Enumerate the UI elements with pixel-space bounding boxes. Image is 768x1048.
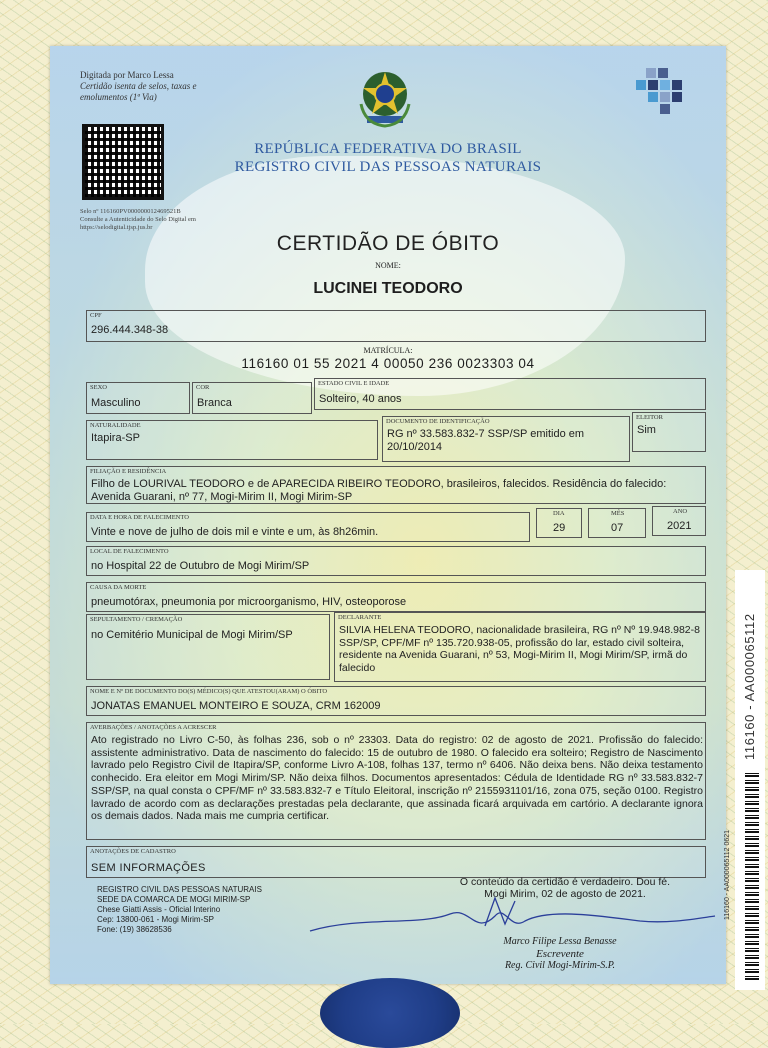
averbacoes-label: AVERBAÇÕES / ANOTAÇÕES A ACRESCER bbox=[90, 724, 217, 731]
sexo-value: Masculino bbox=[91, 397, 141, 409]
ano-label: ANO bbox=[673, 508, 688, 515]
matricula-value: 116160 01 55 2021 4 00050 236 0023303 04 bbox=[241, 356, 535, 371]
dia-box bbox=[536, 508, 582, 538]
data-hora-label: DATA E HORA DE FALECIMENTO bbox=[90, 514, 189, 521]
signer-block bbox=[460, 936, 660, 972]
selo-digital bbox=[80, 208, 240, 232]
nome-label: NOME: bbox=[375, 261, 401, 270]
eleitor-value: Sim bbox=[637, 424, 656, 436]
causa-label: CAUSA DA MORTE bbox=[90, 584, 147, 591]
estado-value: Solteiro, 40 anos bbox=[319, 393, 402, 405]
certificate-paper bbox=[50, 46, 726, 984]
cadastro-label: ANOTAÇÕES DE CADASTRO bbox=[90, 848, 176, 855]
cpf-label: CPF bbox=[90, 312, 102, 319]
seal-emblem-icon bbox=[320, 978, 460, 1048]
sexo-label: SEXO bbox=[90, 384, 107, 391]
digitization-note bbox=[80, 70, 197, 103]
ano-box bbox=[652, 506, 706, 536]
footer-line-5: Fone: (19) 38628536 bbox=[97, 925, 172, 934]
page-title: CERTIDÃO DE ÓBITO bbox=[276, 232, 500, 255]
eleitor-label: ELEITOR bbox=[636, 414, 663, 421]
footer-line-4: Cep: 13800-061 - Mogi Mirim-SP bbox=[97, 915, 214, 924]
serial-small: 116160 - AA000065112 0621 bbox=[724, 829, 731, 920]
local-value: no Hospital 22 de Outubro de Mogi Mirim/SP bbox=[91, 560, 310, 572]
attestation-date: Mogi Mirim, 02 de agosto de 2021. bbox=[484, 888, 646, 900]
header-title bbox=[50, 140, 726, 176]
documento-box bbox=[382, 416, 630, 462]
naturalidade-value: Itapira-SP bbox=[91, 432, 140, 444]
dia-value: 29 bbox=[553, 522, 566, 534]
cor-box bbox=[192, 382, 312, 414]
declarante-value: SILVIA HELENA TEODORO, nacionalidade brasileira, RG nº Nº 19.948.982-8 SSP/SP, CPF/MF nº 135.720.938-05, profissão do lar, estado civil solteira, residente na Avenida Guarani, nº 53, Mogi-Mirim II, Mogi Mirim/SP, irmã do falecido bbox=[339, 624, 700, 674]
data-hora-box bbox=[86, 512, 530, 542]
data-hora-value: Vinte e nove de julho de dois mil e vinte e um, às 8h26min. bbox=[91, 526, 379, 538]
dia-label: DIA bbox=[553, 510, 565, 517]
deceased-name: LUCINEI TEODORO bbox=[313, 280, 463, 297]
sepultamento-label: SEPULTAMENTO / CREMAÇÃO bbox=[90, 616, 183, 623]
causa-value: pneumotórax, pneumonia por microorganismo, HIV, osteoporose bbox=[91, 596, 407, 608]
attestation-text: O conteúdo da certidão é verdadeiro. Dou fé. bbox=[459, 876, 671, 888]
sepultamento-value: no Cemitério Municipal de Mogi Mirim/SP bbox=[91, 629, 293, 641]
isenta-text: Certidão isenta de selos, taxas e bbox=[80, 81, 197, 91]
local-box bbox=[86, 546, 706, 576]
cor-label: COR bbox=[196, 384, 210, 391]
documento-label: DOCUMENTO DE IDENTIFICAÇÃO bbox=[386, 418, 490, 425]
filiacao-value: Filho de LOURIVAL TEODORO e de APARECIDA RIBEIRO TEODORO, brasileiros, falecidos. Residência do falecido: Avenida Guarani, nº 77, Mogi-Mirim II, Mogi Mirim-SP bbox=[91, 478, 667, 503]
cpf-box bbox=[86, 310, 706, 342]
estado-label: ESTADO CIVIL E IDADE bbox=[318, 380, 390, 387]
local-label: LOCAL DE FALECIMENTO bbox=[90, 548, 169, 555]
digitada-text: Digitada por Marco Lessa bbox=[80, 70, 174, 80]
selo-url: https://selodigital.tjsp.jus.br bbox=[80, 224, 153, 231]
averbacoes-box bbox=[86, 722, 706, 840]
declarante-label: DECLARANTE bbox=[338, 614, 382, 621]
barcode-icon bbox=[745, 770, 759, 980]
cadastro-value: SEM INFORMAÇÕES bbox=[91, 862, 206, 874]
filiacao-label: FILIAÇÃO E RESIDÊNCIA bbox=[90, 468, 167, 475]
footer-line-2: SEDE DA COMARCA DE MOGI MIRIM-SP bbox=[97, 895, 251, 904]
brazil-coat-of-arms-icon bbox=[355, 64, 415, 130]
footer-line-3: Chese Giatti Assis - Oficial Interino bbox=[97, 905, 221, 914]
republica-text: REPÚBLICA FEDERATIVA DO BRASIL bbox=[254, 141, 522, 157]
cpf-value: 296.444.348-38 bbox=[91, 324, 169, 336]
cadastro-box bbox=[86, 846, 706, 878]
medico-box bbox=[86, 686, 706, 716]
documento-value: RG nº 33.583.832-7 SSP/SP emitido em 20/10/2014 bbox=[387, 428, 585, 453]
matricula-label: MATRÍCULA: bbox=[363, 346, 413, 355]
selo-consulte: Consulte a Autenticidade do Selo Digital em bbox=[80, 216, 196, 223]
mes-box bbox=[588, 508, 646, 538]
causa-box bbox=[86, 582, 706, 612]
signer-name: Marco Filipe Lessa Benasse bbox=[503, 936, 617, 947]
sexo-box bbox=[86, 382, 190, 414]
averbacoes-value: Ato registrado no Livro C-50, às folhas 236, sob o nº 23303. Data do registro: 02 de agosto de 2021. Profissão do falecido: assistente administrativo. Data de nascimento do falecido: 15 de outubro de 1980. O falecido era solteiro; Registro de Nascimento lavrado pelo Registro Civil de Itapira/SP, conforme Livro A-108, folhas 137, termo nº 6406. Não deixa bens. Não deixa testamento conhecido. Era eleitor em Mogi Mirim/SP. Não deixa filhos. Documentos apresentados: Cédula de Identidade RG nº 33.583.832-7 SSP/SP, na qual consta o CPF/MF nº 33.583.832-7 e Título Eleitoral, inscrição nº 2155931101/16, zona 075, seção 0100. Registro lavrado de acordo com as declarações prestadas pela declarante, que assinada ficará arquivada em cartório. A declarante ignora os demais dados. Nada mais me cumpria certificar. bbox=[91, 734, 703, 823]
emolumentos-text: emolumentos (1ª Via) bbox=[80, 92, 157, 102]
mes-label: MÊS bbox=[611, 510, 625, 517]
footer-line-1: REGISTRO CIVIL DAS PESSOAS NATURAIS bbox=[97, 885, 262, 894]
medico-label: NOME E Nº DE DOCUMENTO DO(S) MÉDICO(S) QUE ATESTOU(ARAM) O ÓBITO bbox=[90, 688, 328, 695]
filiacao-box bbox=[86, 466, 706, 504]
ano-value: 2021 bbox=[667, 520, 692, 532]
cor-value: Branca bbox=[197, 397, 232, 409]
registro-text: REGISTRO CIVIL DAS PESSOAS NATURAIS bbox=[234, 159, 542, 175]
naturalidade-box bbox=[86, 420, 378, 460]
naturalidade-label: NATURALIDADE bbox=[90, 422, 141, 429]
mes-value: 07 bbox=[611, 522, 624, 534]
sepultamento-box bbox=[86, 614, 330, 680]
estado-box bbox=[314, 378, 706, 410]
selo-number: Selo nº 116160PV000000012469521B bbox=[80, 208, 181, 215]
declarante-box bbox=[334, 612, 706, 682]
signer-office: Reg. Civil Mogi-Mirim-S.P. bbox=[504, 960, 616, 971]
registry-address bbox=[97, 885, 262, 935]
serial-number: 116160 - AA000065112 bbox=[742, 613, 757, 760]
eleitor-box bbox=[632, 412, 706, 452]
signer-role: Escrevente bbox=[536, 948, 584, 960]
registry-logo-icon bbox=[626, 66, 688, 116]
medico-value: JONATAS EMANUEL MONTEIRO E SOUZA, CRM 162009 bbox=[91, 700, 381, 712]
